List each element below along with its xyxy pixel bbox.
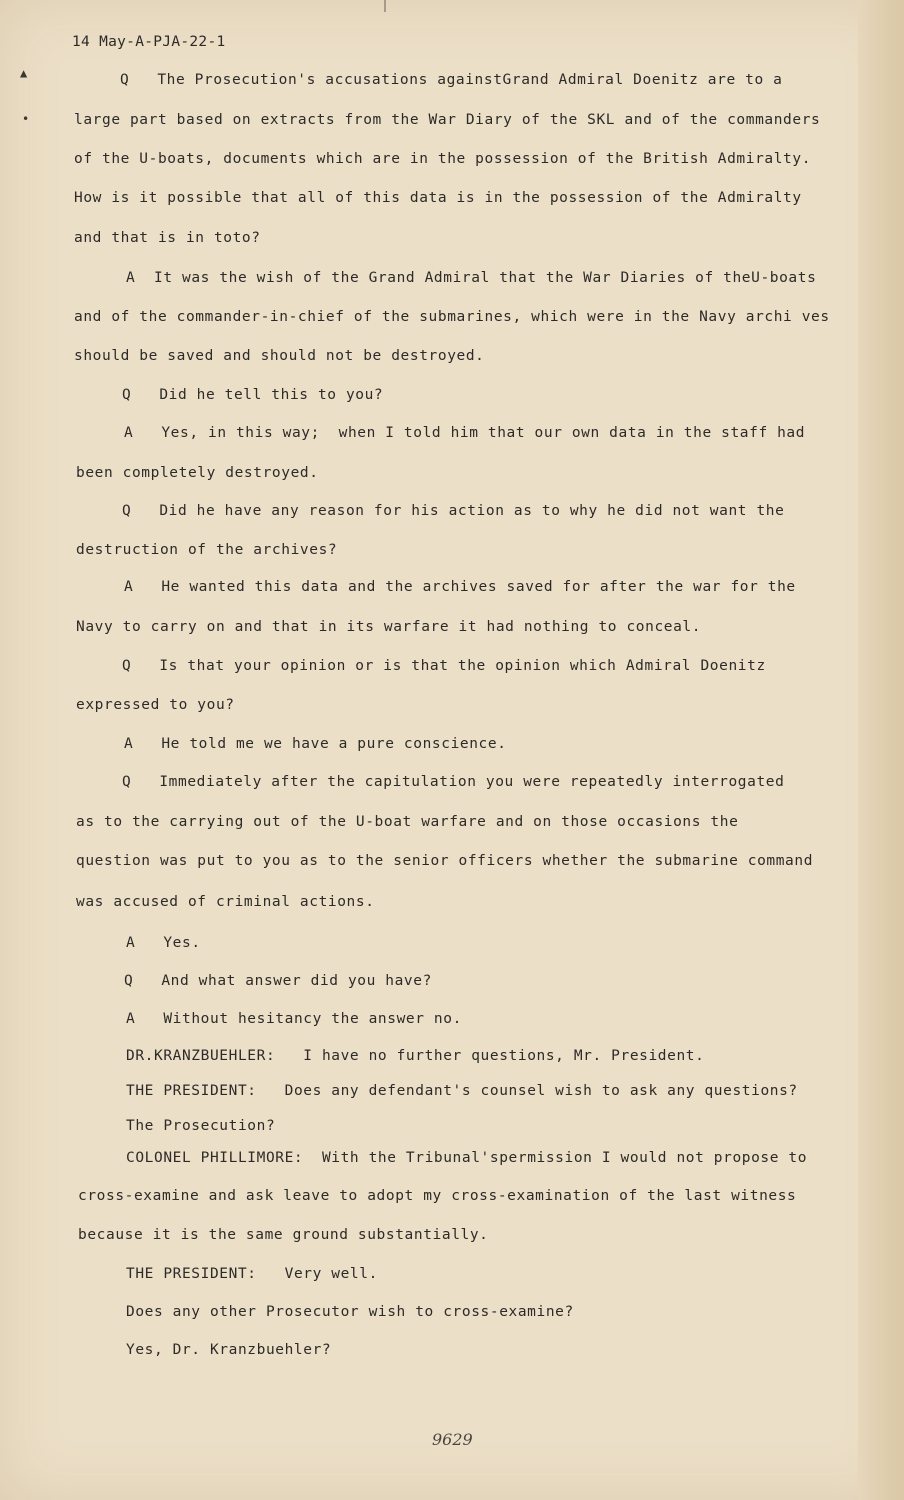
transcript-line: of the U-boats, documents which are in the possession of the British Admiralty. [74,151,812,167]
transcript-line: The Prosecution? [126,1118,276,1134]
transcript-line: THE PRESIDENT: Does any defendant's counsel wish to ask any questions? [126,1083,798,1099]
transcript-line: A Without hesitancy the answer no. [126,1011,462,1027]
page-number: 9629 [432,1430,473,1449]
margin-mark-icon: ▲ [20,66,28,80]
transcript-line: because it is the same ground substantially. [78,1227,489,1243]
transcript-line: A He told me we have a pure conscience. [124,736,507,752]
transcript-line: cross-examine and ask leave to adopt my cross-examination of the last witness [78,1188,797,1204]
transcript-line: large part based on extracts from the War Diary of the SKL and of the commanders [74,112,821,128]
transcript-line: Navy to carry on and that in its warfare it had nothing to conceal. [76,619,702,635]
transcript-line: A He wanted this data and the archives saved for after the war for the [124,579,796,595]
transcript-line: and that is in toto? [74,230,261,246]
transcript-line: and of the commander-in-chief of the submarines, which were in the Navy archi ves [74,309,830,325]
transcript-line: as to the carrying out of the U-boat warfare and on those occasions the [76,814,739,830]
transcript-line: question was put to you as to the senior officers whether the submarine command [76,853,814,869]
transcript-line: Q Did he tell this to you? [122,387,384,403]
transcript-line: Q The Prosecution's accusations againstGrand Admiral Doenitz are to a [120,72,783,88]
transcript-line: Q Immediately after the capitulation you were repeatedly interrogated [122,774,785,790]
transcript-line: COLONEL PHILLIMORE: With the Tribunal'spermission I would not propose to [126,1150,808,1166]
transcript-line: Q Is that your opinion or is that the opinion which Admiral Doenitz [122,658,766,674]
transcript-line: Q Did he have any reason for his action as to why he did not want the [122,503,785,519]
transcript-line: destruction of the archives? [76,542,338,558]
transcript-line: A Yes. [126,935,201,951]
transcript-line: expressed to you? [76,697,235,713]
transcript-line: been completely destroyed. [76,465,319,481]
transcript-line: Does any other Prosecutor wish to cross-examine? [126,1304,574,1320]
transcript-line: A It was the wish of the Grand Admiral that the War Diaries of theU-boats [126,270,817,286]
document-reference: 14 May-A-PJA-22-1 [72,34,226,50]
transcript-line: THE PRESIDENT: Very well. [126,1266,378,1282]
transcript-line: How is it possible that all of this data is in the possession of the Admiralty [74,190,802,206]
margin-dot-icon: • [22,112,30,126]
page-edge [858,0,904,1500]
transcript-line: should be saved and should not be destroyed. [74,348,485,364]
transcript-line: Q And what answer did you have? [124,973,432,989]
transcript-line: was accused of criminal actions. [76,894,375,910]
transcript-line: Yes, Dr. Kranzbuehler? [126,1342,332,1358]
transcript-line: A Yes, in this way; when I told him that our own data in the staff had [124,425,806,441]
transcript-line: DR.KRANZBUEHLER: I have no further questions, Mr. President. [126,1048,705,1064]
top-tick-mark [384,0,386,12]
